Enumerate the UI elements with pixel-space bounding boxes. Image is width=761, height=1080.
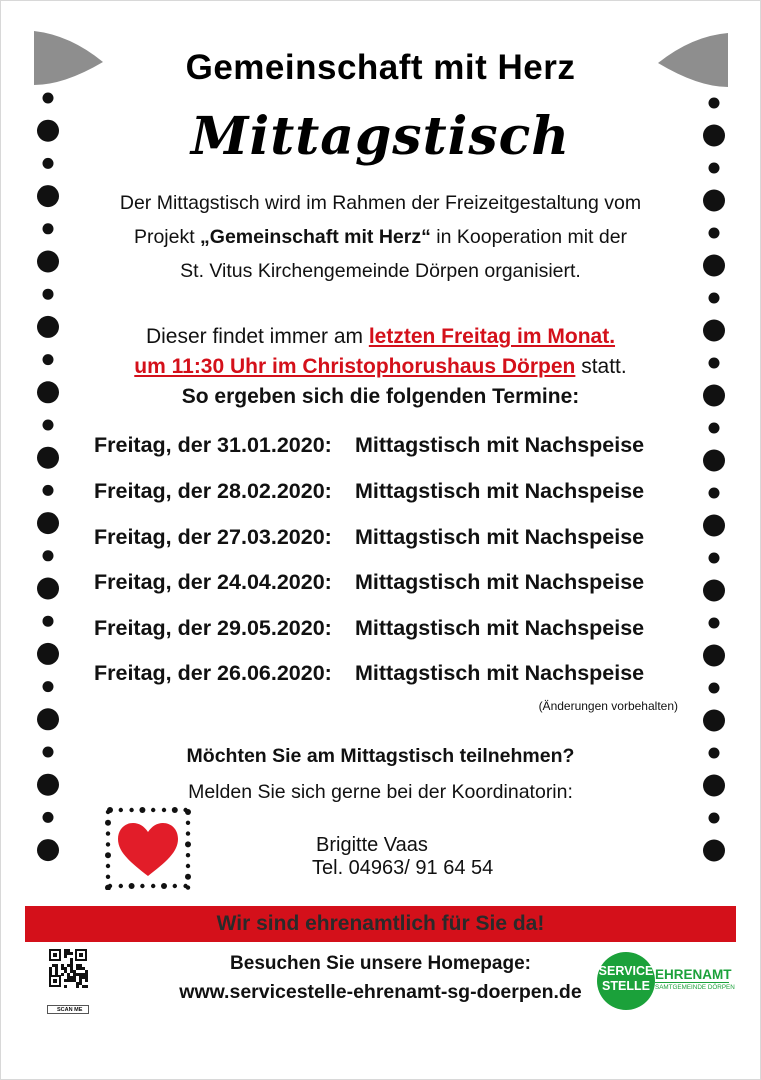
- qr-cell: [79, 953, 83, 957]
- date-label: Freitag, der 29.05.2020:: [94, 616, 332, 640]
- qr-cell: [73, 979, 76, 982]
- qr-cell: [70, 979, 73, 982]
- heart-frame-dot: [186, 831, 190, 835]
- qr-cell: [49, 970, 52, 973]
- heart-frame-dot: [106, 831, 110, 835]
- qr-cell: [67, 973, 70, 976]
- qr-cell: [49, 973, 52, 976]
- qr-cell: [64, 952, 67, 955]
- logo-ehrenamt-text: EHRENAMT: [655, 967, 732, 982]
- qr-cell: [82, 976, 85, 979]
- qr-cell: [55, 973, 58, 976]
- heart-frame-dot: [185, 841, 191, 847]
- qr-cell: [79, 967, 82, 970]
- menu-label: Mittagstisch mit Nachspeise: [355, 479, 645, 503]
- heart-frame-dot: [106, 875, 110, 879]
- volunteer-banner: [25, 906, 736, 942]
- homepage-prompt: Besuchen Sie unsere Homepage:: [230, 953, 531, 974]
- qr-caption: SCAN ME: [47, 1005, 89, 1014]
- date-row: [94, 479, 694, 509]
- heart-frame-dot: [186, 864, 190, 868]
- qr-cell: [61, 967, 64, 970]
- logo-divider: [655, 982, 729, 983]
- qr-cell: [70, 952, 73, 955]
- qr-cell: [55, 970, 58, 973]
- heart-frame-dot: [106, 842, 110, 846]
- notice-highlight-day: letzten Freitag im Monat.: [368, 325, 616, 348]
- qr-cell: [52, 964, 55, 967]
- notice-line-2: um 11:30 Uhr im Christophorushaus Dörpen statt.: [134, 355, 627, 378]
- qr-cell: [79, 979, 82, 982]
- date-row: [94, 525, 694, 555]
- intro-paragraph: [0, 186, 761, 288]
- heart-frame-dot: [172, 807, 178, 813]
- qr-cell: [82, 985, 85, 988]
- heart-frame-dot: [185, 874, 191, 880]
- heart-frame-dot: [119, 808, 123, 812]
- logo-subtitle: SAMTGEMEINDE DÖRPEN: [655, 984, 735, 991]
- date-row: [94, 570, 694, 600]
- menu-label: Mittagstisch mit Nachspeise: [355, 525, 645, 549]
- qr-cell: [79, 973, 82, 976]
- qr-cell: [76, 964, 79, 967]
- qr-cell: [85, 973, 88, 976]
- intro-line-1: Der Mittagstisch wird im Rahmen der Freizeitgestaltung vom: [119, 192, 642, 214]
- schedule-notice: [0, 322, 761, 412]
- qr-cell: [85, 976, 88, 979]
- heart-frame-dot: [162, 808, 166, 812]
- homepage-url[interactable]: www.servicestelle-ehrenamt-sg-doerpen.de: [179, 981, 582, 1003]
- qr-cell: [82, 973, 85, 976]
- menu-label: Mittagstisch mit Nachspeise: [355, 616, 645, 640]
- heart-frame-dot: [186, 885, 190, 889]
- heart-frame-dot: [151, 884, 155, 888]
- qr-cell: [49, 967, 52, 970]
- date-label: Freitag, der 31.01.2020:: [94, 433, 332, 457]
- qr-cell: [73, 970, 76, 973]
- qr-cell: [61, 964, 64, 967]
- heart-icon: [104, 806, 192, 890]
- intro-line-3: St. Vitus Kirchengemeinde Dörpen organisiert.: [180, 260, 581, 282]
- participation-question: Möchten Sie am Mittagstisch teilnehmen?: [186, 745, 575, 767]
- qr-cell: [79, 982, 82, 985]
- heart-frame-dot: [151, 808, 155, 812]
- qr-cell: [70, 964, 73, 967]
- heart-frame-dot: [105, 852, 111, 858]
- date-label: Freitag, der 27.03.2020:: [94, 525, 332, 549]
- dates-subheading: So ergeben sich die folgenden Termine:: [181, 385, 580, 408]
- qr-code-icon[interactable]: [47, 947, 89, 1005]
- heart-frame-dot: [183, 808, 187, 812]
- qr-cell: [73, 976, 76, 979]
- date-row: [94, 616, 694, 646]
- heart-frame-dot: [105, 820, 111, 826]
- qr-cell: [85, 979, 88, 982]
- heart-frame-dot: [106, 864, 110, 868]
- qr-cell: [64, 949, 67, 952]
- qr-cell: [70, 961, 73, 964]
- logo-stelle-text: STELLE: [602, 979, 650, 993]
- heart-frame-dot: [140, 884, 144, 888]
- menu-label: Mittagstisch mit Nachspeise: [355, 570, 645, 594]
- heart-frame-dot: [186, 821, 190, 825]
- qr-cell: [82, 967, 85, 970]
- qr-cell: [55, 967, 58, 970]
- qr-cell: [76, 982, 79, 985]
- qr-cell: [79, 964, 82, 967]
- project-name: „Gemeinschaft mit Herz“: [200, 226, 431, 248]
- qr-cell: [64, 979, 67, 982]
- page-heading: Gemeinschaft mit Herz: [185, 48, 576, 87]
- contact-call: Melden Sie sich gerne bei der Koordinatorin:: [188, 781, 573, 803]
- logo-service-text: SERVICE: [598, 964, 654, 978]
- qr-cell: [64, 967, 67, 970]
- qr-cell: [64, 970, 67, 973]
- intro-line-2: Projekt „Gemeinschaft mit Herz“ in Kooperation mit der: [133, 226, 628, 248]
- qr-cell: [73, 973, 76, 976]
- qr-cell: [76, 973, 79, 976]
- qr-cell: [55, 964, 58, 967]
- script-title: Mittagstisch: [190, 106, 571, 167]
- qr-cell: [67, 976, 70, 979]
- heart-frame-dot: [139, 807, 145, 813]
- change-note: (Änderungen vorbehalten): [538, 699, 678, 713]
- heart-frame-dot: [129, 883, 135, 889]
- heart-frame-dot: [129, 808, 133, 812]
- qr-cell: [67, 964, 70, 967]
- qr-cell: [76, 967, 79, 970]
- qr-cell: [76, 985, 79, 988]
- contact-name: Brigitte Vaas: [316, 834, 428, 856]
- heart-frame-dot: [186, 853, 190, 857]
- qr-cell: [53, 979, 57, 983]
- qr-cell: [67, 979, 70, 982]
- date-label: Freitag, der 28.02.2020:: [94, 479, 332, 503]
- qr-cell: [61, 973, 64, 976]
- qr-cell: [67, 952, 70, 955]
- qr-cell: [70, 958, 73, 961]
- heart-frame-dot: [106, 810, 110, 814]
- heart-frame-dot: [119, 884, 123, 888]
- qr-cell: [64, 955, 67, 958]
- heart-frame-dot: [173, 884, 177, 888]
- qr-cell: [67, 949, 70, 952]
- date-label: Freitag, der 26.06.2020:: [94, 661, 332, 685]
- date-label: Freitag, der 24.04.2020:: [94, 570, 332, 594]
- menu-label: Mittagstisch mit Nachspeise: [355, 433, 645, 457]
- date-row: [94, 433, 694, 463]
- qr-cell: [53, 953, 57, 957]
- qr-cell: [70, 967, 73, 970]
- qr-cell: [70, 976, 73, 979]
- qr-cell: [70, 970, 73, 973]
- qr-cell: [85, 970, 88, 973]
- heart-frame-dot: [161, 883, 167, 889]
- qr-cell: [79, 976, 82, 979]
- menu-label: Mittagstisch mit Nachspeise: [355, 661, 645, 685]
- contact-phone: Tel. 04963/ 91 64 54: [312, 857, 494, 879]
- date-row: [94, 661, 694, 691]
- notice-line-1: Dieser findet immer am letzten Freitag im Monat.: [145, 325, 616, 348]
- qr-cell: [85, 985, 88, 988]
- qr-cell: [64, 985, 67, 988]
- banner-text: Wir sind ehrenamtlich für Sie da!: [216, 912, 545, 935]
- notice-highlight-place: um 11:30 Uhr im Christophorushaus Dörpen: [134, 355, 576, 378]
